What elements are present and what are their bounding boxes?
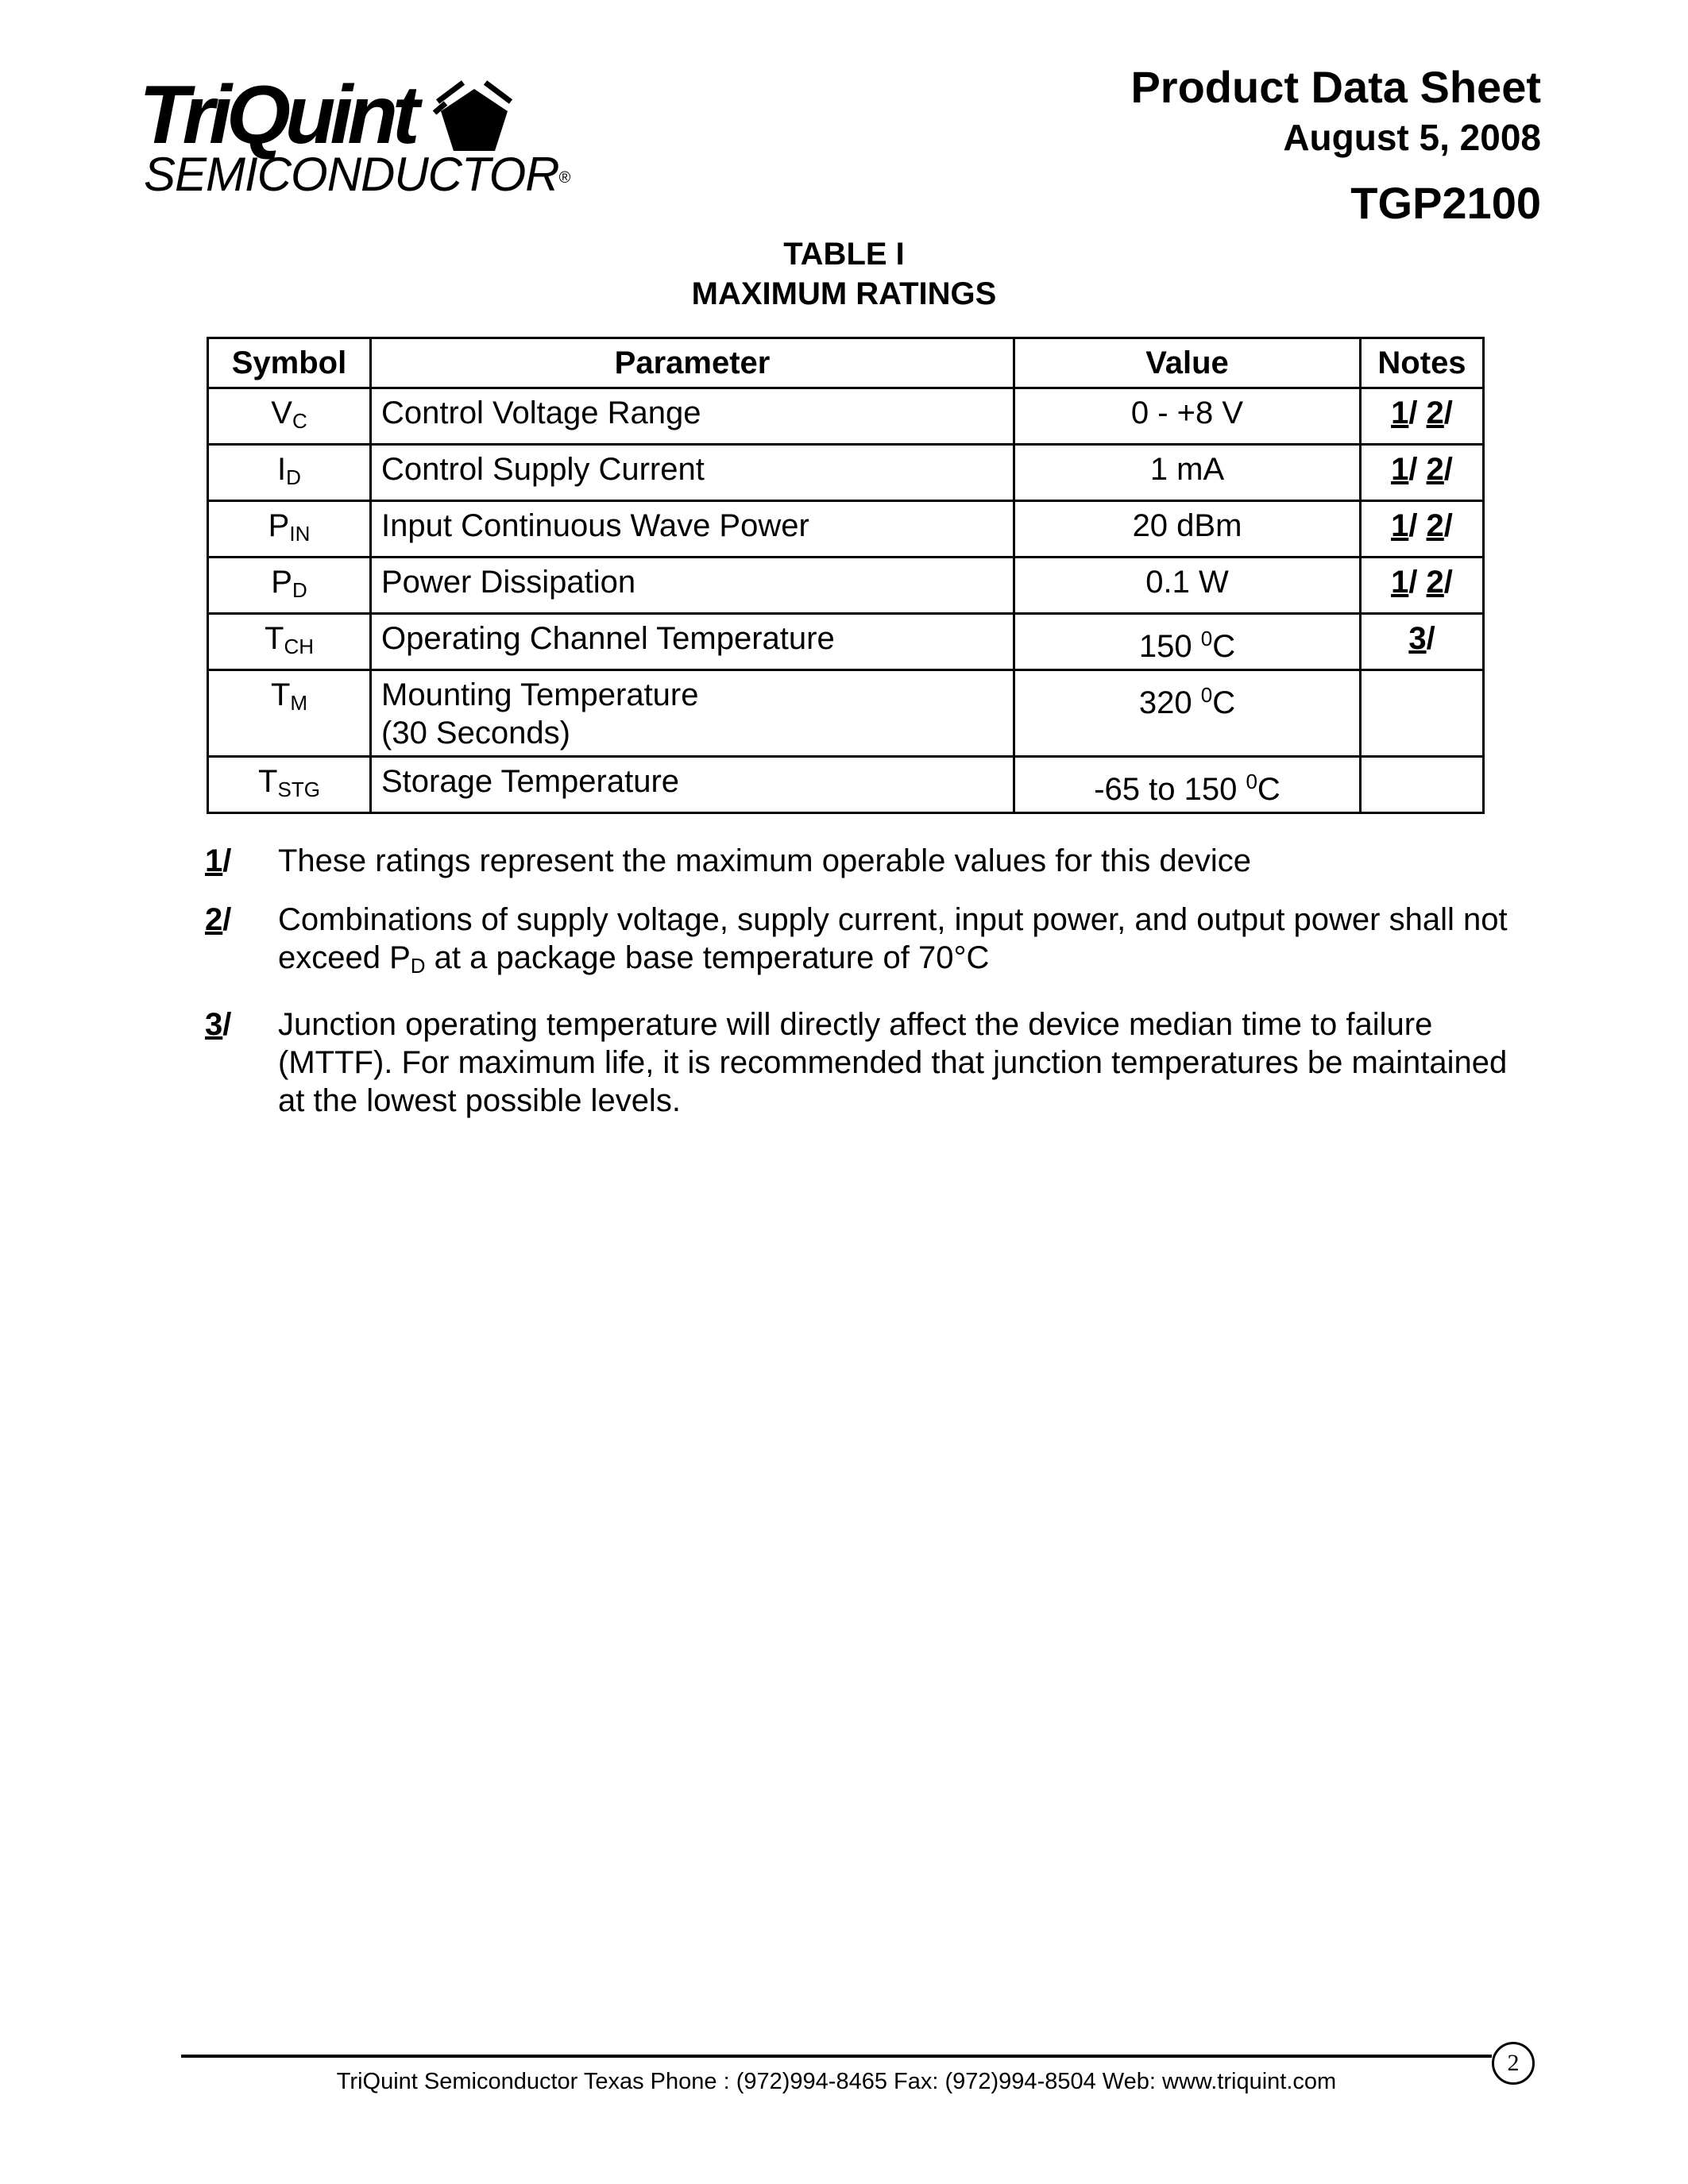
footnote-marker: 2/ bbox=[205, 902, 232, 937]
notes-cell bbox=[1361, 670, 1484, 757]
parameter-cell: Operating Channel Temperature bbox=[371, 614, 1014, 670]
symbol-cell: $P_{IN}$ bbox=[208, 501, 371, 558]
symbol-cell: $V_C$ bbox=[208, 388, 371, 445]
symbol-cell: $T_{STG}$ bbox=[208, 757, 371, 813]
col-header-symbol: Symbol bbox=[208, 338, 371, 388]
footer-divider bbox=[181, 2055, 1492, 2058]
footnote-text: Combinations of supply voltage, supply current, input power, and output power shall not exceed $P_D$ at a package base temperature of 70°C bbox=[278, 902, 1508, 978]
value-cell: 150 $^0$C bbox=[1014, 614, 1361, 670]
table-row bbox=[208, 670, 1484, 757]
footer-contact: TriQuint Semiconductor Texas Phone : (972)994-8465 Fax: (972)994-8504 Web: www.triquint.com bbox=[336, 2069, 1337, 2094]
footnote-text: Junction operating temperature will directly affect the device median time to failure (MTTF). For maximum life, it is recommended that junction temperatures be maintained at the lowest possible levels. bbox=[278, 1007, 1508, 1118]
value-cell: -65 to 150 $^0$C bbox=[1014, 757, 1361, 813]
table-title-line1: TABLE I bbox=[783, 237, 905, 272]
footnote-2 bbox=[205, 901, 1516, 985]
value-cell: 0 - +8 V bbox=[1014, 388, 1361, 445]
symbol-cell: $T_M$ bbox=[208, 670, 371, 757]
table-title bbox=[0, 235, 1688, 314]
notes-cell: 1/ 2/ bbox=[1361, 388, 1484, 445]
parameter-cell: Storage Temperature bbox=[371, 757, 1014, 813]
table-row bbox=[208, 388, 1484, 445]
table-header-row bbox=[208, 338, 1484, 388]
symbol-cell: $I_D$ bbox=[208, 445, 371, 501]
symbol-cell: $T_{CH}$ bbox=[208, 614, 371, 670]
table-title-line2: MAXIMUM RATINGS bbox=[691, 276, 997, 311]
logo-subtitle: SEMICONDUCTOR® bbox=[144, 148, 570, 201]
footnote-1 bbox=[205, 842, 1516, 880]
table-row bbox=[208, 614, 1484, 670]
parameter-cell: Power Dissipation bbox=[371, 558, 1014, 614]
footnotes bbox=[205, 842, 1516, 1140]
footnote-3 bbox=[205, 1005, 1516, 1120]
parameter-cell: Input Continuous Wave Power bbox=[371, 501, 1014, 558]
parameter-cell: Control Supply Current bbox=[371, 445, 1014, 501]
notes-cell: 1/ 2/ bbox=[1361, 558, 1484, 614]
parameter-cell: Control Voltage Range bbox=[371, 388, 1014, 445]
table-row bbox=[208, 757, 1484, 813]
part-number: TGP2100 bbox=[1350, 178, 1541, 228]
table-row bbox=[208, 501, 1484, 558]
maximum-ratings-table bbox=[207, 337, 1485, 814]
col-header-parameter: Parameter bbox=[371, 338, 1014, 388]
company-logo bbox=[139, 69, 570, 201]
notes-cell: 3/ bbox=[1361, 614, 1484, 670]
notes-cell: 1/ 2/ bbox=[1361, 501, 1484, 558]
value-cell: 0.1 W bbox=[1014, 558, 1361, 614]
document-date: August 5, 2008 bbox=[1283, 117, 1541, 158]
notes-cell bbox=[1361, 757, 1484, 813]
page-number: 2 bbox=[1492, 2042, 1535, 2085]
notes-cell: 1/ 2/ bbox=[1361, 445, 1484, 501]
parameter-cell: Mounting Temperature (30 Seconds) bbox=[371, 670, 1014, 757]
col-header-notes: Notes bbox=[1361, 338, 1484, 388]
footnote-marker: 1/ bbox=[205, 843, 232, 878]
value-cell: 320 $^0$C bbox=[1014, 670, 1361, 757]
document-type-title: Product Data Sheet bbox=[1130, 62, 1541, 112]
footnote-text: These ratings represent the maximum operable values for this device bbox=[278, 843, 1252, 878]
table-row bbox=[208, 558, 1484, 614]
pentagon-logo-icon bbox=[431, 78, 517, 157]
logo-wordmark: TriQuint bbox=[139, 69, 415, 161]
registered-mark: ® bbox=[558, 169, 570, 187]
value-cell: 1 mA bbox=[1014, 445, 1361, 501]
footnote-marker: 3/ bbox=[205, 1007, 232, 1042]
col-header-value: Value bbox=[1014, 338, 1361, 388]
symbol-cell: $P_D$ bbox=[208, 558, 371, 614]
value-cell: 20 dBm bbox=[1014, 501, 1361, 558]
table-row bbox=[208, 445, 1484, 501]
